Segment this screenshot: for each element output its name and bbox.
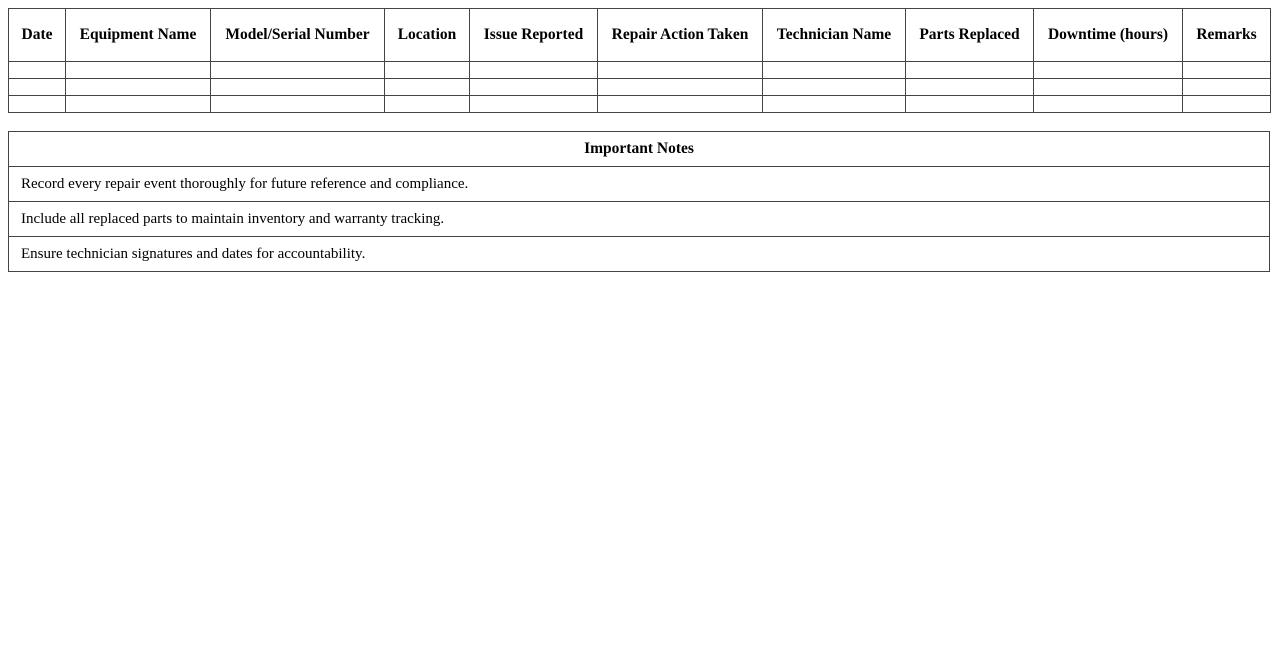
header-parts-replaced: Parts Replaced xyxy=(906,9,1034,62)
table-cell[interactable] xyxy=(385,79,470,96)
header-location: Location xyxy=(385,9,470,62)
table-cell[interactable] xyxy=(66,62,211,79)
table-cell[interactable] xyxy=(211,62,385,79)
table-cell[interactable] xyxy=(598,62,763,79)
important-notes-table xyxy=(8,131,1270,272)
note-item: Ensure technician signatures and dates for accountability. xyxy=(9,237,1270,272)
note-item: Record every repair event thoroughly for future reference and compliance. xyxy=(9,167,1270,202)
table-cell[interactable] xyxy=(385,62,470,79)
table-cell[interactable] xyxy=(9,62,66,79)
header-row xyxy=(9,9,1271,62)
header-repair-action: Repair Action Taken xyxy=(598,9,763,62)
table-cell[interactable] xyxy=(763,62,906,79)
table-cell[interactable] xyxy=(1183,62,1271,79)
table-cell[interactable] xyxy=(66,79,211,96)
table-cell[interactable] xyxy=(1034,62,1183,79)
table-row xyxy=(9,96,1271,113)
table-cell[interactable] xyxy=(211,79,385,96)
header-equipment-name: Equipment Name xyxy=(66,9,211,62)
repair-log-table xyxy=(8,8,1271,113)
table-cell[interactable] xyxy=(906,96,1034,113)
header-date: Date xyxy=(9,9,66,62)
table-row xyxy=(9,79,1271,96)
table-cell[interactable] xyxy=(9,79,66,96)
table-cell[interactable] xyxy=(763,79,906,96)
table-cell[interactable] xyxy=(598,79,763,96)
header-technician-name: Technician Name xyxy=(763,9,906,62)
table-cell[interactable] xyxy=(211,96,385,113)
header-downtime: Downtime (hours) xyxy=(1034,9,1183,62)
table-cell[interactable] xyxy=(906,79,1034,96)
header-remarks: Remarks xyxy=(1183,9,1271,62)
table-cell[interactable] xyxy=(763,96,906,113)
table-cell[interactable] xyxy=(1034,79,1183,96)
note-item: Include all replaced parts to maintain inventory and warranty tracking. xyxy=(9,202,1270,237)
header-model-serial: Model/Serial Number xyxy=(211,9,385,62)
table-cell[interactable] xyxy=(470,96,598,113)
table-cell[interactable] xyxy=(1183,79,1271,96)
table-row xyxy=(9,62,1271,79)
table-cell[interactable] xyxy=(598,96,763,113)
table-cell[interactable] xyxy=(470,62,598,79)
notes-title: Important Notes xyxy=(9,132,1270,167)
table-cell[interactable] xyxy=(66,96,211,113)
table-cell[interactable] xyxy=(1034,96,1183,113)
header-issue-reported: Issue Reported xyxy=(470,9,598,62)
table-cell[interactable] xyxy=(1183,96,1271,113)
table-cell[interactable] xyxy=(385,96,470,113)
table-cell[interactable] xyxy=(9,96,66,113)
table-cell[interactable] xyxy=(470,79,598,96)
table-cell[interactable] xyxy=(906,62,1034,79)
